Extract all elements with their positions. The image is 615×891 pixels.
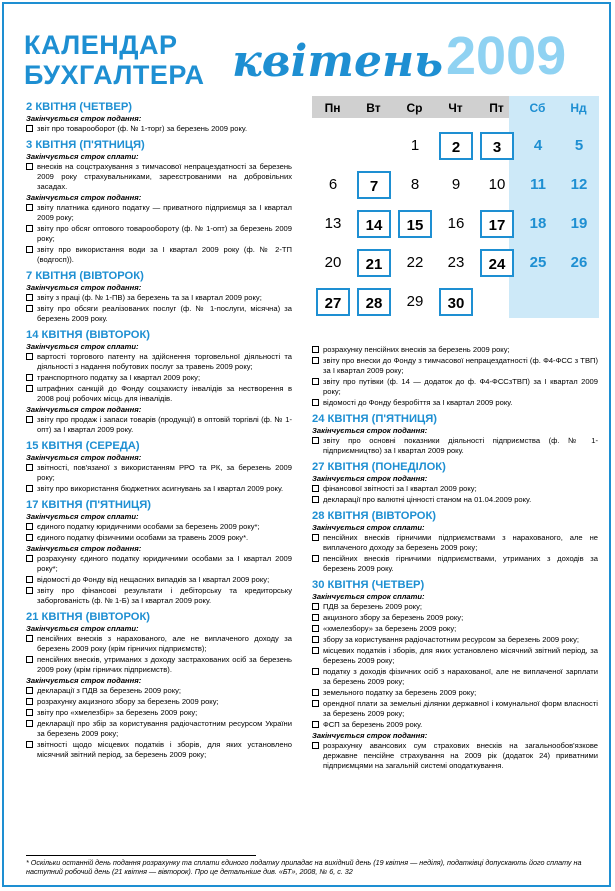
checklist-item-text: звіту про продаж і запаси товарів (продукції) в оптовій торгівлі (ф. № 1-опт) за I квартал 2009 року. [37, 415, 292, 434]
calendar-day: 4 [533, 137, 543, 154]
checkbox[interactable] [312, 496, 319, 503]
section-date-title: 24 КВІТНЯ (П'ЯТНИЦЯ) [312, 413, 437, 425]
title-line-2: БУХГАЛТЕРА [24, 60, 205, 90]
calendar-day: 24 [480, 249, 514, 277]
checklist-item-text: земельного податку за березень 2009 року; [323, 688, 477, 697]
checklist-item-text: відомості до Фонду від нещасних випадків за I квартал 2009 року; [37, 575, 270, 584]
deadline-subtitle: Закінчується строк подання: [26, 283, 142, 292]
checklist-item [26, 697, 292, 707]
checklist-item [26, 533, 292, 543]
calendar-day: 17 [480, 210, 514, 238]
calendar-day: 1 [410, 137, 420, 154]
checklist-item-text: ПДВ за березень 2009 року; [323, 602, 423, 611]
checklist-item [26, 415, 292, 435]
checklist-item-text: розрахунку авансових сум страхових внесків на загальнообов'язкове державне пенсійне страхування на 2009 рік (додаток 24) приватними підприємцями на загальній системі оподаткування. [323, 741, 598, 770]
checklist-item-text: «хмелезбору» за березень 2009 року; [323, 624, 457, 633]
checklist-item-text: акцизного збору за березень 2009 року; [323, 613, 464, 622]
deadline-subtitle: Закінчується строк подання: [26, 544, 142, 553]
calendar-day: 21 [357, 249, 391, 277]
checkbox[interactable] [312, 742, 319, 749]
checklist-item-text: єдиного податку фізичними особами за травень 2009 року*. [37, 533, 249, 542]
calendar-day: 29 [406, 293, 424, 310]
checklist-item [26, 293, 292, 303]
calendar-day: 8 [410, 176, 420, 193]
checkbox[interactable] [26, 163, 33, 170]
checklist-item-text: податку з доходів фізичних осіб з нарахованої, але не виплаченої зарплати за березень 2009 року; [323, 667, 598, 686]
checklist-item-text: пенсійних внесків, утриманих з доходу застрахованих осіб за березень 2009 року (крім гірничих підприємств). [37, 655, 292, 674]
checklist-item [26, 484, 292, 494]
checkbox[interactable] [312, 700, 319, 707]
checkbox[interactable] [312, 534, 319, 541]
calendar-day: 2 [439, 132, 473, 160]
checklist-item-text: звіту про фінансові результати і дебіторську та кредиторську заборгованість (ф. № 1-Б) за I квартал 2009 року. [37, 586, 292, 605]
title-line-1: КАЛЕНДАР [24, 30, 178, 60]
checklist-item-text: звіту про використання бюджетних асигнувань за I квартал 2009 року. [37, 484, 284, 493]
deadline-subtitle: Закінчується строк подання: [26, 676, 142, 685]
checklist-item-text: звіту про використання води за I квартал 2009 року (ф. № 2-ТП (водгосп)). [37, 245, 292, 264]
checklist-item [26, 740, 292, 760]
section-date-title: 7 КВІТНЯ (ВІВТОРОК) [26, 270, 144, 282]
calendar-day: 13 [324, 215, 342, 232]
checkbox[interactable] [26, 353, 33, 360]
checklist-item [26, 352, 292, 372]
checklist-item [312, 398, 598, 408]
section-date-title: 17 КВІТНЯ (П'ЯТНИЦЯ) [26, 499, 151, 511]
calendar-day: 6 [328, 176, 338, 193]
checklist-item-text: звіту про внески до Фонду з тимчасової непрацездатності (ф. Ф4-ФСС з ТВП) за I квартал 2009 року; [323, 356, 598, 375]
checklist-item [26, 203, 292, 223]
checklist-item-text: внесків на соцстрахування з тимчасової непрацездатності за березень 2009 року страхувальниками, зареєстрованими на добровільних засадах. [37, 162, 292, 191]
calendar-day: 20 [324, 254, 342, 271]
checklist-item-text: ФСП за березень 2009 року. [323, 720, 423, 729]
checklist-item-text: декларації про збір за користування радіочастотним ресурсом України за березень 2009 року; [37, 719, 292, 738]
checklist-item [26, 463, 292, 483]
checkbox[interactable] [26, 125, 33, 132]
checklist-item [312, 554, 598, 574]
checklist-item [26, 224, 292, 244]
calendar-day: 30 [439, 288, 473, 316]
checklist-item [26, 522, 292, 532]
deadline-subtitle: Закінчується строк сплати: [26, 342, 139, 351]
deadline-subtitle: Закінчується строк подання: [312, 474, 428, 483]
checklist-item-text: транспортного податку за I квартал 2009 року; [37, 373, 201, 382]
checklist-item [312, 356, 598, 376]
calendar-day: 3 [480, 132, 514, 160]
checklist-item-text: пенсійних внесків гірничими підприємствами, утриманих з доходів за березень 2009 року. [323, 554, 598, 573]
checklist-item-text: звіту про путівки (ф. 14 — додаток до ф. Ф4-ФССзТВП) за I квартал 2009 року; [323, 377, 598, 396]
checklist-item [312, 720, 598, 730]
checkbox[interactable] [26, 656, 33, 663]
checklist-item [312, 484, 598, 494]
deadline-subtitle: Закінчується строк подання: [26, 405, 142, 414]
checklist-item [312, 436, 598, 456]
calendar-day: 16 [447, 215, 465, 232]
checkbox[interactable] [312, 625, 319, 632]
checklist-item-text: звіту з праці (ф. № 1-ПВ) за березень та за I квартал 2009 року; [37, 293, 262, 302]
calendar-day: 22 [406, 254, 424, 271]
checklist-item-text: декларації з ПДВ за березень 2009 року; [37, 686, 182, 695]
deadline-subtitle: Закінчується строк сплати: [312, 592, 425, 601]
calendar-day: 23 [447, 254, 465, 271]
weekday-header: Сб [529, 101, 546, 115]
checklist-item-text: звітності, пов'язаної з використанням РРО та РК, за березень 2009 року; [37, 463, 292, 482]
calendar-day: 25 [529, 254, 547, 271]
calendar-day: 7 [357, 171, 391, 199]
checklist-item-text: фінансової звітності за I квартал 2009 року; [323, 484, 477, 493]
checklist-item [26, 304, 292, 324]
weekday-header: Нд [570, 101, 587, 115]
checklist-item [312, 624, 598, 634]
calendar-day: 18 [529, 215, 547, 232]
deadline-subtitle: Закінчується строк сплати: [26, 624, 139, 633]
deadline-subtitle: Закінчується строк подання: [26, 193, 142, 202]
right-column [312, 344, 598, 772]
checkbox[interactable] [26, 374, 33, 381]
checklist-item [26, 162, 292, 192]
checkbox[interactable] [312, 668, 319, 675]
checklist-item [312, 345, 598, 355]
calendar-day: 12 [570, 176, 588, 193]
section-date-title: 2 КВІТНЯ (ЧЕТВЕР) [26, 101, 133, 113]
checkbox[interactable] [26, 204, 33, 211]
checkbox[interactable] [312, 346, 319, 353]
checklist-item-text: розрахунку пенсійних внесків за березень 2009 року; [323, 345, 510, 354]
weekday-header: Пн [324, 101, 341, 115]
calendar-day: 15 [398, 210, 432, 238]
checkbox[interactable] [312, 437, 319, 444]
checklist-item [312, 699, 598, 719]
checkbox[interactable] [26, 385, 33, 392]
calendar-day: 5 [574, 137, 584, 154]
checkbox[interactable] [26, 698, 33, 705]
checkbox[interactable] [312, 555, 319, 562]
checklist-item-text: вартості торгового патенту на здійснення торговельної діяльності та діяльності з надання побутових послуг за травень 2009 року; [37, 352, 292, 371]
section-date-title: 27 КВІТНЯ (ПОНЕДІЛОК) [312, 461, 446, 473]
checkbox[interactable] [312, 721, 319, 728]
section-date-title: 15 КВІТНЯ (СЕРЕДА) [26, 440, 140, 452]
checkbox[interactable] [26, 576, 33, 583]
deadline-subtitle: Закінчується строк сплати: [312, 523, 425, 532]
checkbox[interactable] [26, 294, 33, 301]
checkbox[interactable] [26, 246, 33, 253]
checklist-item-text: звіт про товарооборот (ф. № 1-торг) за березень 2009 року. [37, 124, 248, 133]
checklist-item [26, 554, 292, 574]
checkbox[interactable] [26, 523, 33, 530]
checklist-item [312, 741, 598, 771]
checkbox[interactable] [26, 687, 33, 694]
checklist-item [312, 533, 598, 553]
checklist-item [26, 655, 292, 675]
checkbox[interactable] [26, 720, 33, 727]
footnote-divider [26, 855, 256, 856]
weekend-column-bg [509, 96, 599, 318]
checkbox[interactable] [312, 614, 319, 621]
checkbox[interactable] [312, 485, 319, 492]
deadline-subtitle: Закінчується строк подання: [312, 731, 428, 740]
deadline-subtitle: Закінчується строк сплати: [26, 512, 139, 521]
footnote: * Оскільки останній день подання розрахунку та сплати єдиного податку припадає на вихідний день (19 квітня — неділя), податківці допускають його сплату на наступний робочий день (21 квітня — вівторок). Про це детальніше див. «БТ», 2008, № 6, с. 32 [26, 858, 582, 876]
checkbox[interactable] [26, 305, 33, 312]
checkbox[interactable] [26, 709, 33, 716]
checkbox[interactable] [26, 635, 33, 642]
calendar-day: 14 [357, 210, 391, 238]
checkbox[interactable] [26, 485, 33, 492]
left-column [26, 96, 292, 761]
checklist-item-text: відомості до Фонду безробіття за I квартал 2009 року. [323, 398, 513, 407]
checklist-item-text: розрахунку єдиного податку юридичними особами за I квартал 2009 року*; [37, 554, 292, 573]
checklist-item [312, 688, 598, 698]
calendar-day: 9 [451, 176, 461, 193]
calendar-day: 26 [570, 254, 588, 271]
section-date-title: 14 КВІТНЯ (ВІВТОРОК) [26, 329, 151, 341]
checkbox[interactable] [312, 603, 319, 610]
checkbox[interactable] [312, 647, 319, 654]
checklist-item-text: орендної плати за земельні ділянки державної і комунальної форм власності за березень 2009 року; [323, 699, 598, 718]
checklist-item [312, 495, 598, 505]
checklist-item [26, 245, 292, 265]
checklist-item-text: декларації про валютні цінності станом на 01.04.2009 року. [323, 495, 532, 504]
checkbox[interactable] [26, 534, 33, 541]
checklist-item-text: звіту про обсяги реалізованих послуг (ф. № 1-послуги, місячна) за березень 2009 року. [37, 304, 292, 323]
calendar-day: 10 [488, 176, 506, 193]
calendar-day: 11 [530, 176, 546, 193]
checklist-item [312, 635, 598, 645]
year-title: 2009 [446, 26, 567, 86]
month-title: квітень [232, 36, 444, 87]
checkbox[interactable] [26, 416, 33, 423]
checklist-item-text: єдиного податку юридичними особами за березень 2009 року*; [37, 522, 260, 531]
weekday-header: Чт [448, 101, 463, 115]
weekday-header: Ср [406, 101, 423, 115]
checklist-item-text: розрахунку акцизного збору за березень 2009 року; [37, 697, 219, 706]
checklist-item-text: місцевих податків і зборів, для яких установлено місячний звітний період, за березень 2009 року; [323, 646, 598, 665]
checkbox[interactable] [26, 225, 33, 232]
checklist-item-text: штрафних санкцій до Фонду соцзахисту інвалідів за нестворення в 2008 році робочих місць для інвалідів. [37, 384, 292, 403]
calendar-day: 27 [316, 288, 350, 316]
checklist-item-text: пенсійних внесків гірничими підприємствами з нарахованого, але не виплаченого доходу за березень 2009 року; [323, 533, 598, 552]
calendar-day: 28 [357, 288, 391, 316]
checkbox[interactable] [26, 555, 33, 562]
section-date-title: 30 КВІТНЯ (ЧЕТВЕР) [312, 579, 425, 591]
checklist-item [312, 377, 598, 397]
deadline-subtitle: Закінчується строк подання: [312, 426, 428, 435]
checklist-item [26, 586, 292, 606]
checklist-item [26, 686, 292, 696]
calendar-day: 19 [570, 215, 588, 232]
checklist-item [312, 613, 598, 623]
checkbox[interactable] [312, 378, 319, 385]
checklist-item-text: звіту про обсяг оптового товарообороту (ф. № 1-опт) за березень 2009 року; [37, 224, 292, 243]
checkbox[interactable] [312, 357, 319, 364]
checklist-item [26, 124, 292, 134]
checkbox[interactable] [26, 464, 33, 471]
checklist-item [312, 646, 598, 666]
deadline-subtitle: Закінчується строк сплати: [26, 152, 139, 161]
section-date-title: 3 КВІТНЯ (П'ЯТНИЦЯ) [26, 139, 145, 151]
checklist-item [26, 384, 292, 404]
checkbox[interactable] [312, 636, 319, 643]
checkbox[interactable] [26, 741, 33, 748]
checklist-item-text: звіту платника єдиного податку — приватного підприємця за I квартал 2009 року; [37, 203, 292, 222]
checkbox[interactable] [312, 689, 319, 696]
checklist-item-text: пенсійних внесків з нарахованого, але не виплаченого доходу за березень 2009 року (крім гірничих підприємств); [37, 634, 292, 653]
checklist-item [26, 634, 292, 654]
checklist-item [26, 719, 292, 739]
checkbox[interactable] [26, 587, 33, 594]
checklist-item [26, 575, 292, 585]
section-date-title: 21 КВІТНЯ (ВІВТОРОК) [26, 611, 151, 623]
checklist-item-text: звіту про «хмелезбір» за березень 2009 року; [37, 708, 198, 717]
checklist-item-text: звіту про основні показники діяльності підприємства (ф. № 1-підприємництво) за I квартал 2009 року. [323, 436, 598, 455]
deadline-subtitle: Закінчується строк подання: [26, 114, 142, 123]
checklist-item [312, 602, 598, 612]
page-title [24, 30, 205, 90]
checkbox[interactable] [312, 399, 319, 406]
weekday-header: Вт [366, 101, 381, 115]
checklist-item-text: звітності щодо місцевих податків і зборів, для яких установлено місячний звітний період, за березень 2009 року; [37, 740, 292, 759]
checklist-item [26, 708, 292, 718]
calendar-grid [312, 96, 599, 334]
checklist-item-text: збору за користування радіочастотним ресурсом за березень 2009 року; [323, 635, 579, 644]
checklist-item [26, 373, 292, 383]
section-date-title: 28 КВІТНЯ (ВІВТОРОК) [312, 510, 437, 522]
checklist-item [312, 667, 598, 687]
deadline-subtitle: Закінчується строк подання: [26, 453, 142, 462]
weekday-header: Пт [489, 101, 504, 115]
